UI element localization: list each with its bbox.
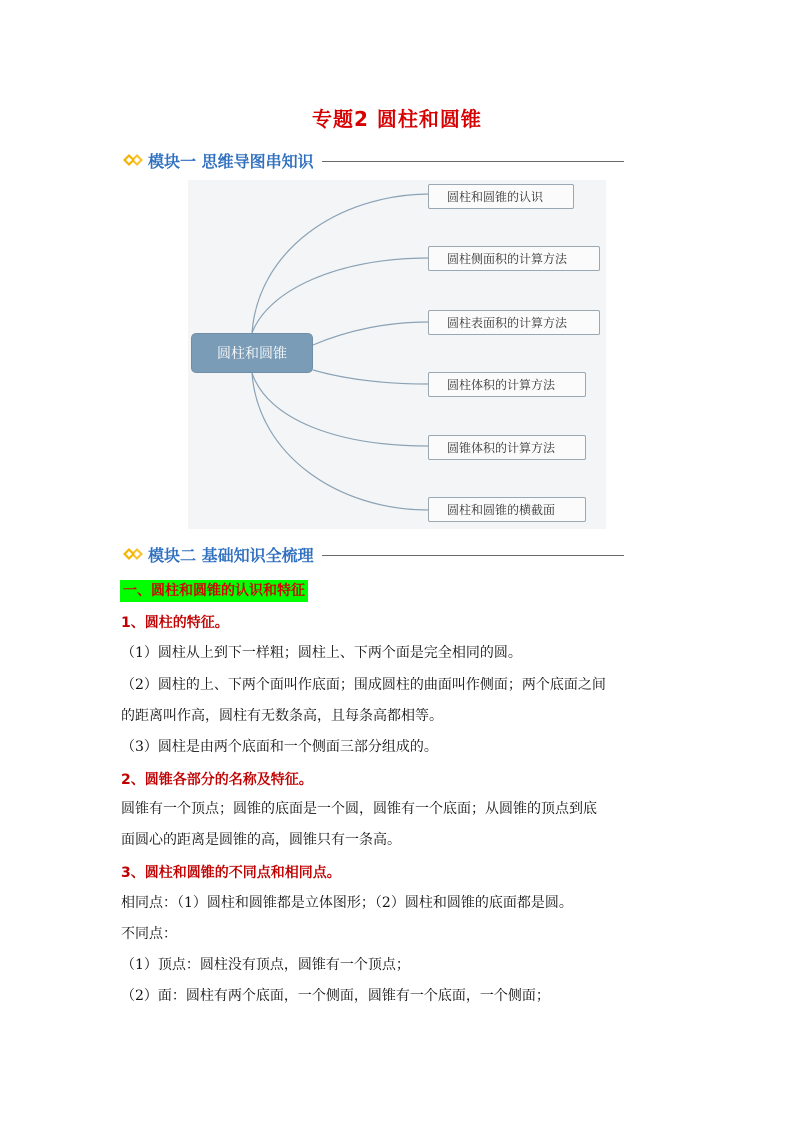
mind-map-branch: 圆柱侧面积的计算方法 bbox=[428, 246, 600, 271]
connector-4 bbox=[313, 370, 428, 384]
mind-map bbox=[188, 180, 606, 529]
mind-map-branch: 圆柱和圆锥的横截面 bbox=[428, 497, 586, 522]
paragraph-line: 面圆心的距离是圆锥的高，圆锥只有一条高。 bbox=[121, 832, 401, 848]
paragraph-line: （1）圆柱从上到下一样粗；圆柱上、下两个面是完全相同的圆。 bbox=[121, 645, 522, 661]
paragraph-line: （2）圆柱的上、下两个面叫作底面；围成圆柱的曲面叫作侧面；两个底面之间 bbox=[121, 677, 606, 693]
sub-heading-cylinder: 1、圆柱的特征。 bbox=[121, 615, 229, 631]
mind-map-branch: 圆锥体积的计算方法 bbox=[428, 435, 586, 460]
module2-rule bbox=[322, 555, 624, 556]
paragraph-line: 的距离叫作高，圆柱有无数条高，且每条高都相等。 bbox=[121, 708, 443, 724]
connector-1 bbox=[252, 194, 428, 333]
paragraph-line: （3）圆柱是由两个底面和一个侧面三部分组成的。 bbox=[121, 739, 438, 755]
paragraph-line: 不同点： bbox=[121, 926, 177, 942]
page-title: 专题2 圆柱和圆锥 bbox=[312, 107, 482, 131]
section-title-highlighted: 一、圆柱和圆锥的认识和特征 bbox=[120, 580, 308, 602]
mind-map-root: 圆柱和圆锥 bbox=[191, 333, 313, 373]
module2-label: 模块二 基础知识全梳理 bbox=[148, 545, 314, 565]
paragraph-line: 相同点：（1）圆柱和圆锥都是立体图形；（2）圆柱和圆锥的底面都是圆。 bbox=[121, 895, 573, 911]
double-diamond-icon bbox=[122, 547, 144, 561]
connector-6 bbox=[252, 373, 428, 510]
connector-3 bbox=[313, 322, 428, 345]
mind-map-branch: 圆柱和圆锥的认识 bbox=[428, 184, 574, 209]
mind-map-branch: 圆柱体积的计算方法 bbox=[428, 372, 586, 397]
paragraph-line: （2）面：圆柱有两个底面，一个侧面，圆锥有一个底面，一个侧面； bbox=[121, 988, 550, 1004]
paragraph-line: 圆锥有一个顶点；圆锥的底面是一个圆，圆锥有一个底面；从圆锥的顶点到底 bbox=[121, 801, 597, 817]
double-diamond-icon bbox=[122, 153, 144, 167]
sub-heading-compare: 3、圆柱和圆锥的不同点和相同点。 bbox=[121, 865, 341, 881]
connector-2 bbox=[252, 258, 428, 333]
module1-label: 模块一 思维导图串知识 bbox=[148, 151, 314, 171]
module1-rule bbox=[322, 161, 624, 162]
mind-map-branch: 圆柱表面积的计算方法 bbox=[428, 310, 600, 335]
module1-header bbox=[122, 147, 624, 173]
paragraph-line: （1）顶点：圆柱没有顶点，圆锥有一个顶点； bbox=[121, 957, 410, 973]
module2-header bbox=[122, 541, 624, 567]
sub-heading-cone: 2、圆锥各部分的名称及特征。 bbox=[121, 772, 313, 788]
